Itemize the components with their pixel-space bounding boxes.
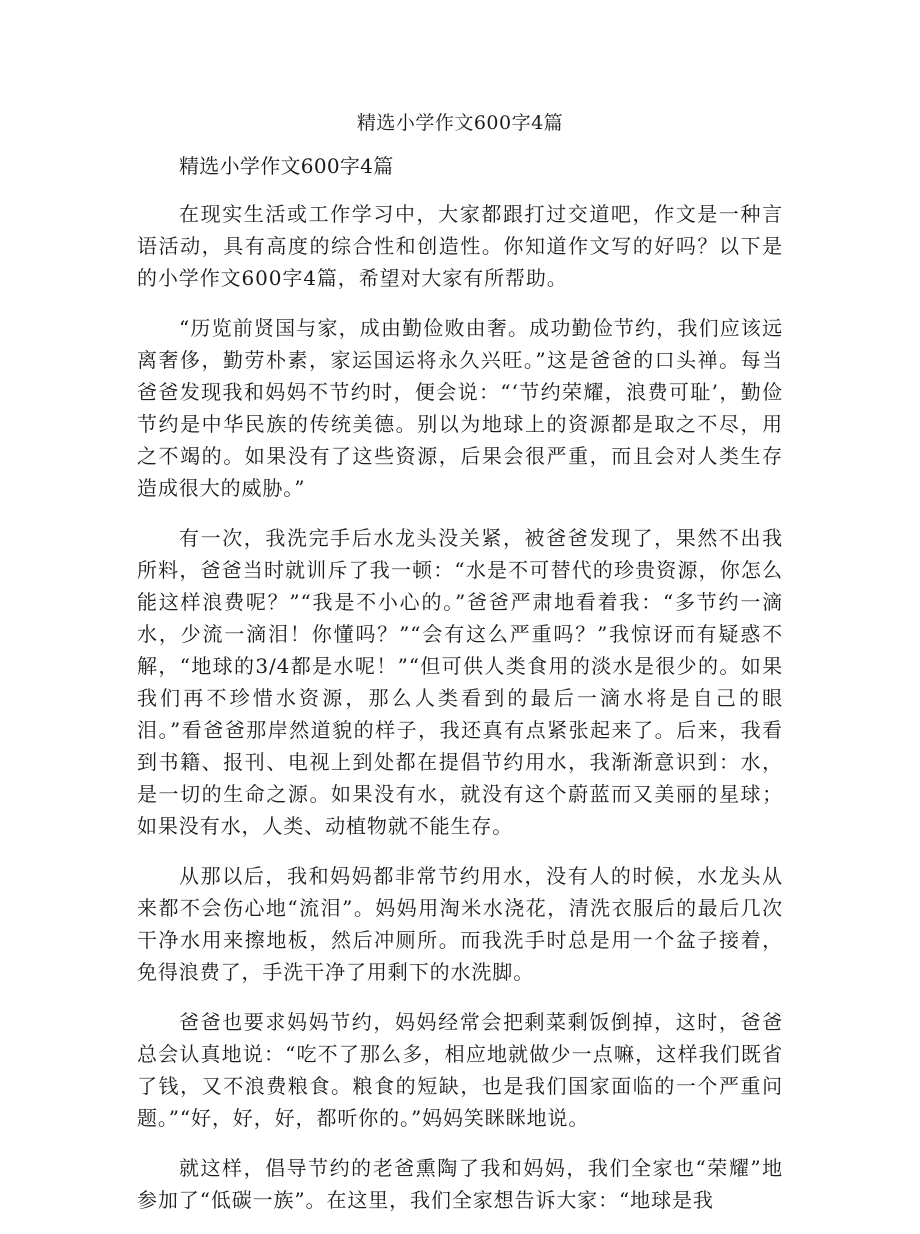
- paragraph-low-carbon: 就这样，倡导节约的老爸熏陶了我和妈妈，我们全家也“荣耀”地参加了“低碳一族”。在这里，我们全家想告诉大家：“地球是我: [137, 1156, 783, 1212]
- document-subtitle: 精选小学作文600字4篇: [179, 154, 394, 178]
- paragraph-saving-food: 爸爸也要求妈妈节约，妈妈经常会把剩菜剩饭倒掉，这时，爸爸总会认真地说：“吃不了那么多，相应地就做少一点嘛，这样我们既省了钱，又不浪费粮食。粮食的短缺，也是我们国家面临的一个严重问题。”“好，好，好，都听你的。”妈妈笑眯眯地说。: [137, 1010, 783, 1130]
- document-title: 精选小学作文600字4篇: [356, 112, 564, 134]
- paragraph-saving-water: 从那以后，我和妈妈都非常节约用水，没有人的时候，水龙头从来都不会伤心地“流泪”。妈妈用淘米水浇花，清洗衣服后的最后几次干净水用来擦地板，然后冲厕所。而我洗手时总是用一个盆子接着，免得浪费了，手洗干净了用剩下的水洗脚。: [137, 864, 783, 984]
- document-body: [137, 150, 783, 1234]
- paragraph-dad-saying: “历览前贤国与家，成由勤俭败由奢。成功勤俭节约，我们应该远离奢侈，勤劳朴素，家运国运将永久兴旺。”这是爸爸的口头禅。每当爸爸发现我和妈妈不节约时，便会说：“‘节约荣耀，浪费可耻’，勤俭节约是中华民族的传统美德。别以为地球上的资源都是取之不尽，用之不竭的。如果没有了这些资源，后果会很严重，而且会对人类生存造成很大的威胁。”: [137, 316, 783, 500]
- paragraph-faucet-story: 有一次，我洗完手后水龙头没关紧，被爸爸发现了，果然不出我所料，爸爸当时就训斥了我一顿：“水是不可替代的珍贵资源，你怎么能这样浪费呢？”“我是不小心的。”爸爸严肃地看着我：“多节约一滴水，少流一滴泪！你懂吗？”“会有这么严重吗？”我惊讶而有疑惑不解，“地球的3/4都是水呢！”“但可供人类食用的淡水是很少的。如果我们再不珍惜水资源，那么人类看到的最后一滴水将是自己的眼泪。”看爸爸那岸然道貌的样子，我还真有点紧张起来了。后来，我看到书籍、报刊、电视上到处都在提倡节约用水，我渐渐意识到：水，是一切的生命之源。如果没有水，就没有这个蔚蓝而又美丽的星球；如果没有水，人类、动植物就不能生存。: [137, 526, 783, 838]
- paragraph-intro: 在现实生活或工作学习中，大家都跟打过交道吧，作文是一种言语活动，具有高度的综合性和创造性。你知道作文写的好吗？以下是的小学作文600字4篇，希望对大家有所帮助。: [137, 202, 783, 290]
